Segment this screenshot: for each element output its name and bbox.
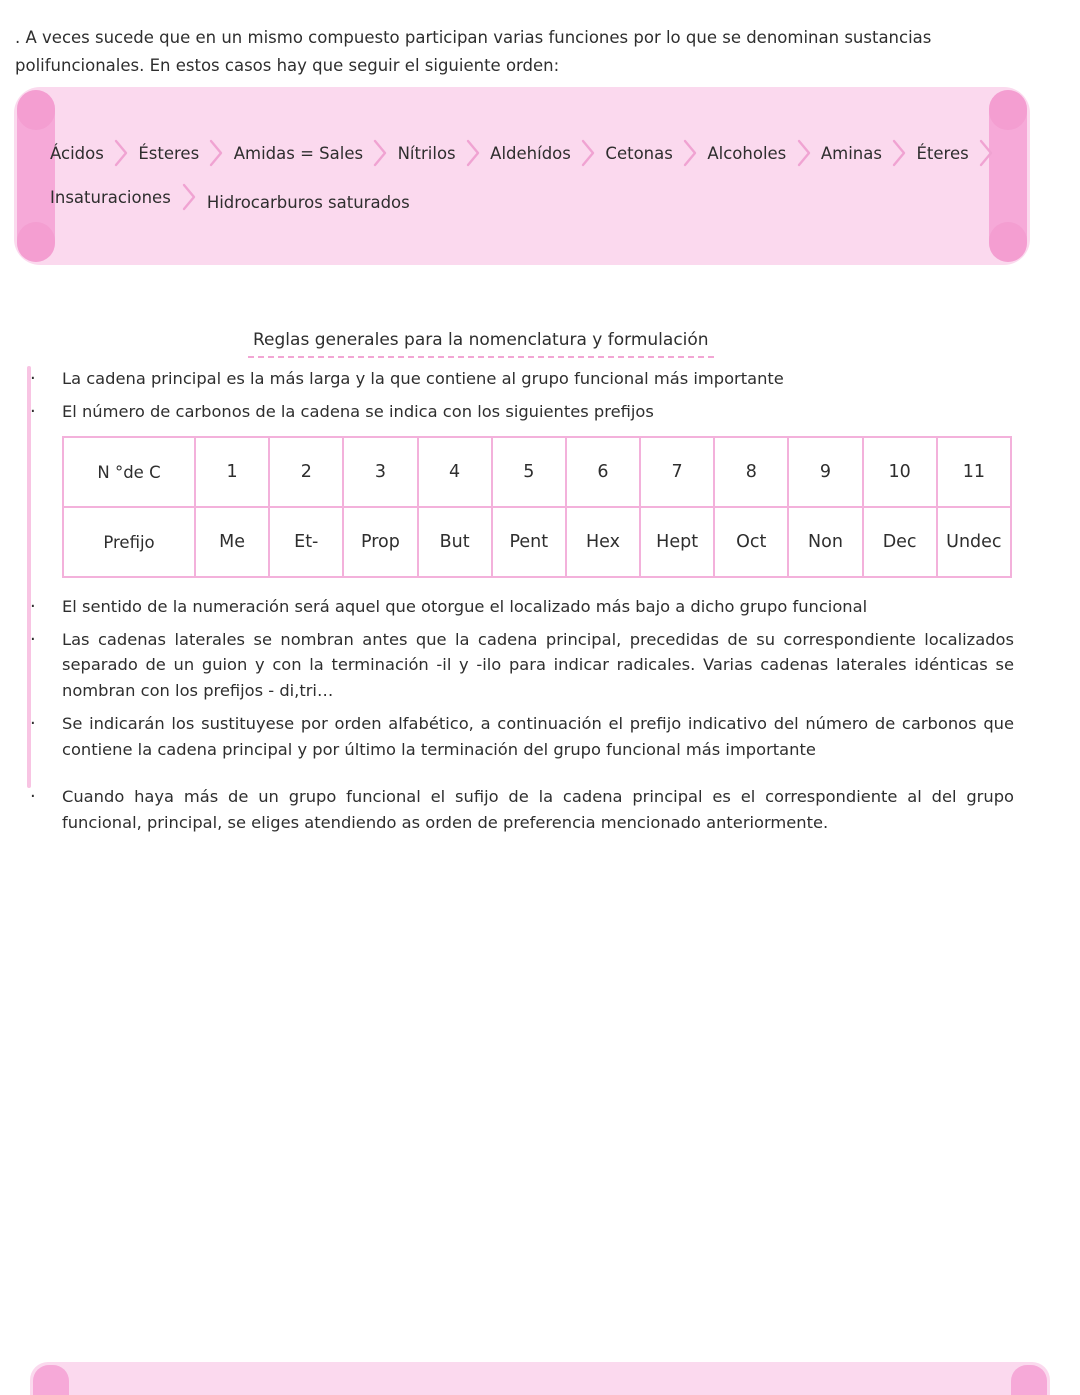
- table-cell: Dec: [863, 507, 937, 577]
- sequence-item: Ésteres: [138, 143, 200, 163]
- table-cell: 4: [418, 437, 492, 507]
- priority-sequence-line-2: [50, 176, 994, 218]
- chevron-right-icon: [181, 181, 197, 213]
- table-cell: 10: [863, 437, 937, 507]
- table-cell: Hex: [566, 507, 640, 577]
- chevron-right-icon: [208, 137, 224, 169]
- sequence-item: Cetonas: [605, 143, 673, 163]
- chevron-right-icon: [682, 137, 698, 169]
- bullet-text: El sentido de la numeración será aquel que otorgue el localizado más bajo a dicho grupo funcional: [62, 597, 868, 616]
- table-cell: 7: [640, 437, 714, 507]
- table-cell: Prop: [343, 507, 417, 577]
- bullet-dot: ·: [30, 596, 36, 617]
- table-cell: Pent: [492, 507, 566, 577]
- bullet-dot: ·: [30, 786, 36, 807]
- prefix-table-row: [63, 437, 1011, 507]
- bullet-text: La cadena principal es la más larga y la que contiene al grupo funcional más importante: [62, 369, 784, 388]
- intro-paragraph: . A veces sucede que en un mismo compuesto participan varias funciones por lo que se denominan sustancias polifuncionales. En estos casos hay que seguir el siguiente orden:: [15, 28, 932, 76]
- bullet-dot: ·: [30, 368, 36, 389]
- sequence-item: Aldehídos: [490, 143, 571, 163]
- table-cell: But: [418, 507, 492, 577]
- table-cell: Me: [195, 507, 269, 577]
- table-cell: Undec: [937, 507, 1011, 577]
- list-item: [14, 366, 1028, 392]
- highlighter-cap-right-icon: [1011, 1365, 1047, 1395]
- highlighter-cap-right-icon: [989, 90, 1027, 262]
- functional-group-priority-sequence: [50, 133, 994, 218]
- chevron-right-icon: [580, 137, 596, 169]
- sequence-item: Aminas: [820, 143, 882, 163]
- table-cell: Hept: [640, 507, 714, 577]
- next-section-highlight-top: [30, 1362, 1050, 1395]
- section-title: Reglas generales para la nomenclatura y formulación: [248, 330, 714, 358]
- table-cell: 5: [492, 437, 566, 507]
- row-header-cell: N °de C: [63, 437, 195, 507]
- list-item: [14, 594, 1028, 620]
- list-item: [14, 784, 1028, 835]
- bullet-dot: ·: [30, 712, 36, 734]
- table-cell: 9: [788, 437, 862, 507]
- bullet-text: Las cadenas laterales se nombran antes que la cadena principal, precedidas de su correspondiente localizados separado de un guion y con la terminación -il y -ilo para indicar radicales. Varias cadenas laterales idénticas se nombran con los prefijos - di,tri…: [62, 629, 1014, 701]
- chevron-right-icon: [113, 137, 129, 169]
- bullet-text: Cuando haya más de un grupo funcional el sufijo de la cadena principal es el correspondiente al del grupo funcional, principal, se eliges atendiendo as orden de preferencia mencionado anteriormente.: [62, 787, 1014, 832]
- prefix-table-row: [63, 507, 1011, 577]
- bullet-list-middle: [14, 594, 1028, 769]
- sequence-item: Insaturaciones: [50, 187, 171, 207]
- sequence-item: Éteres: [916, 143, 969, 163]
- table-cell: 11: [937, 437, 1011, 507]
- priority-sequence-line-1: [50, 133, 994, 173]
- table-cell: 1: [195, 437, 269, 507]
- chevron-right-icon: [978, 137, 994, 169]
- carbon-prefix-table: [62, 436, 1012, 578]
- highlighter-cap-left-icon: [33, 1365, 69, 1395]
- table-cell: Et-: [269, 507, 343, 577]
- sequence-item: Alcoholes: [707, 143, 787, 163]
- table-cell: 8: [714, 437, 788, 507]
- list-item: [14, 711, 1028, 762]
- bullet-dot: ·: [30, 400, 36, 422]
- bullet-list-bottom: [14, 784, 1028, 842]
- list-item: [14, 399, 1028, 425]
- bullet-text: Se indicarán los sustituyese por orden alfabético, a continuación el prefijo indicativo del número de carbonos que contiene la cadena principal y por último la terminación del grupo funcional más importante: [62, 713, 1014, 759]
- table-cell: 6: [566, 437, 640, 507]
- chevron-right-icon: [796, 137, 812, 169]
- list-item: [14, 627, 1028, 704]
- sequence-item: Ácidos: [50, 143, 104, 163]
- bullet-dot: ·: [30, 628, 36, 650]
- priority-highlight-box: [14, 87, 1030, 265]
- chevron-right-icon: [372, 137, 388, 169]
- chevron-right-icon: [465, 137, 481, 169]
- bullet-list-top: [14, 366, 1028, 431]
- sequence-item: Hidrocarburos saturados: [206, 192, 410, 212]
- row-header-cell: Prefijo: [63, 507, 195, 577]
- table-cell: Oct: [714, 507, 788, 577]
- table-cell: Non: [788, 507, 862, 577]
- sequence-item: Amidas = Sales: [233, 143, 364, 163]
- table-cell: 3: [343, 437, 417, 507]
- sequence-item: Nítrilos: [397, 143, 456, 163]
- bullet-text: El número de carbonos de la cadena se indica con los siguientes prefijos: [62, 401, 654, 421]
- table-cell: 2: [269, 437, 343, 507]
- chevron-right-icon: [891, 137, 907, 169]
